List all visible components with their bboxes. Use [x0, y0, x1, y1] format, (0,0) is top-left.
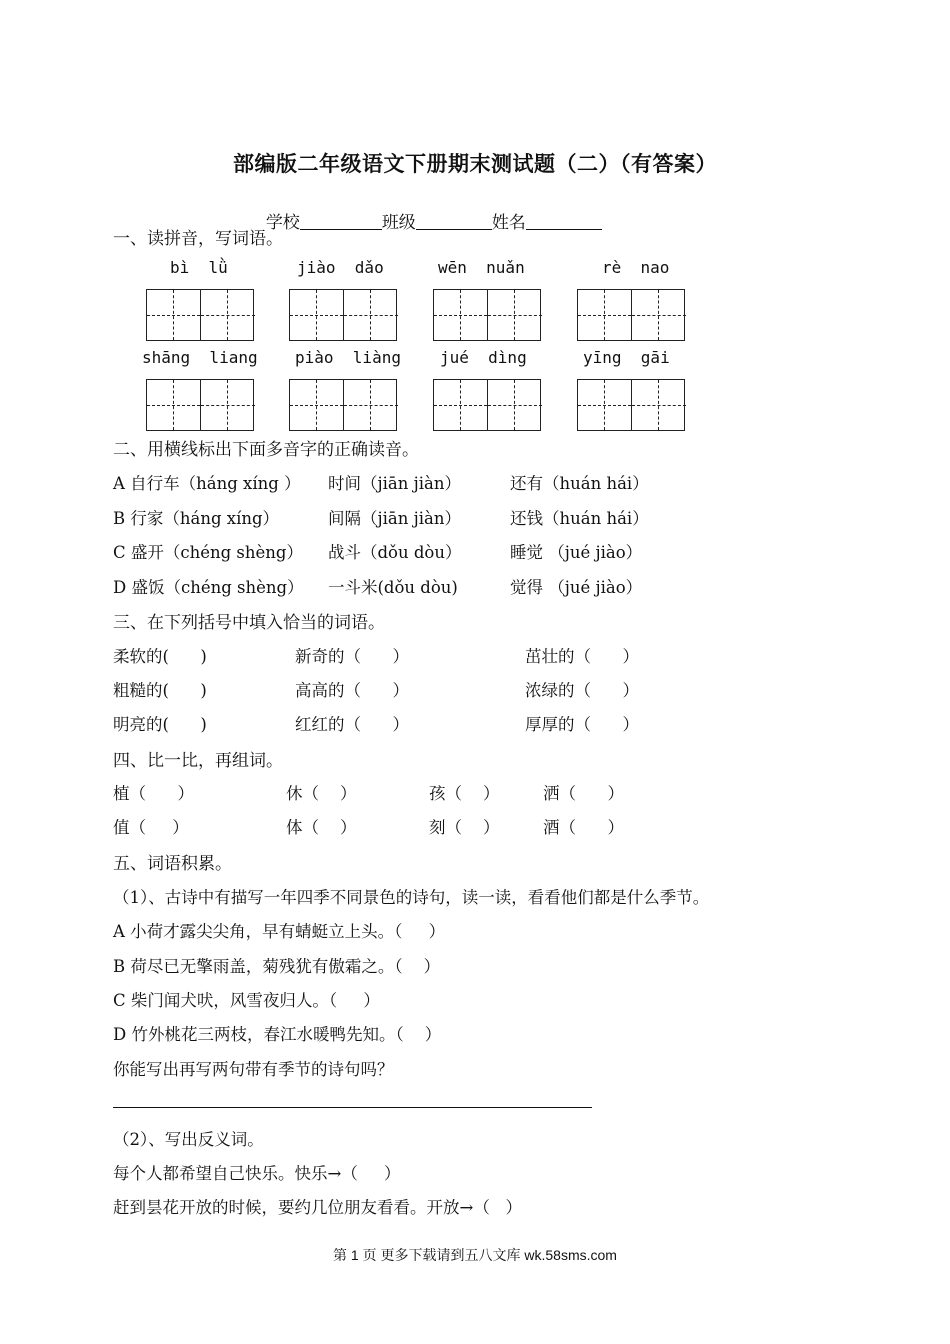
class-label: 班级: [381, 213, 416, 233]
poly-item: B 行家（háng xíng）: [113, 509, 280, 528]
fill-item: 柔软的( ): [113, 647, 207, 666]
writing-grid[interactable]: [146, 379, 254, 431]
pinyin-label: yīng gāi: [583, 348, 670, 367]
school-blank[interactable]: [300, 213, 382, 230]
compare-item: 刻（ ）: [429, 818, 500, 837]
poly-item: A 自行车（háng xíng ）: [113, 474, 301, 493]
fill-item: 新奇的（ ）: [295, 647, 409, 666]
writing-grid[interactable]: [577, 379, 685, 431]
poem-item: B 荷尽已无擎雨盖，菊残犹有傲霜之。（ ）: [113, 957, 441, 976]
fill-item: 浓绿的（ ）: [525, 681, 639, 700]
poly-item: 还钱（huán hái）: [510, 509, 649, 528]
antonym-item: 赶到昙花开放的时候，要约几位朋友看看。开放→（ ）: [113, 1198, 523, 1217]
poem-item: C 柴门闻犬吠，风雪夜归人。（ ）: [113, 991, 380, 1010]
poem-question: 你能写出再写两句带有季节的诗句吗？: [113, 1060, 394, 1079]
pinyin-label: jué dìng: [440, 348, 527, 367]
poly-item: D 盛饭（chéng shèng）: [113, 578, 304, 597]
writing-grid[interactable]: [289, 289, 397, 341]
antonym-item: 每个人都希望自己快乐。快乐→（ ）: [113, 1164, 401, 1183]
pinyin-label: shāng liang: [142, 348, 258, 367]
name-blank[interactable]: [526, 213, 602, 230]
section-4-heading: 四、比一比，再组词。: [113, 751, 283, 771]
compare-item: 酒（ ）: [543, 818, 624, 837]
student-info: [255, 188, 602, 233]
pinyin-label: wēn nuǎn: [438, 258, 525, 277]
fill-item: 茁壮的（ ）: [525, 647, 639, 666]
writing-grid[interactable]: [289, 379, 397, 431]
page-title: 部编版二年级语文下册期末测试题（二）（有答案）: [233, 151, 717, 176]
page-footer: 第 1 页 更多下载请到五八文库 wk.58sms.com: [333, 1247, 617, 1263]
poly-item: 间隔（jiān jiàn）: [328, 509, 461, 528]
writing-grid[interactable]: [577, 289, 685, 341]
pinyin-label: rè nao: [602, 258, 670, 277]
school-label: 学校: [265, 213, 300, 233]
poly-item: 一斗米(dǒu dòu): [328, 578, 458, 597]
pinyin-label: jiào dǎo: [297, 258, 384, 277]
compare-item: 值（ ）: [113, 818, 189, 837]
fill-item: 高高的（ ）: [295, 681, 409, 700]
compare-item: 植（ ）: [113, 784, 194, 803]
class-blank[interactable]: [416, 213, 492, 230]
name-label: 姓名: [491, 213, 526, 233]
poly-item: 还有（huán hái）: [510, 474, 649, 493]
fill-item: 厚厚的（ ）: [525, 715, 639, 734]
compare-item: 体（ ）: [286, 818, 357, 837]
poly-item: 觉得 （jué jiào）: [510, 578, 643, 597]
fill-item: 明亮的( ): [113, 715, 207, 734]
section-5-heading: 五、词语积累。: [113, 854, 232, 874]
fill-item: 粗糙的( ): [113, 681, 207, 700]
poly-item: 睡觉 （jué jiào）: [510, 543, 643, 562]
pinyin-label: bì lǜ: [170, 258, 228, 277]
poly-item: 时间（jiān jiàn）: [328, 474, 461, 493]
compare-item: 孩（ ）: [429, 784, 500, 803]
question-1: （1）、古诗中有描写一年四季不同景色的诗句，读一读，看看他们都是什么季节。: [113, 888, 710, 907]
writing-grid[interactable]: [433, 379, 541, 431]
section-2-heading: 二、用横线标出下面多音字的正确读音。: [113, 440, 419, 460]
answer-line[interactable]: [113, 1107, 592, 1108]
section-3-heading: 三、在下列括号中填入恰当的词语。: [113, 613, 385, 633]
compare-item: 休（ ）: [286, 784, 357, 803]
writing-grid[interactable]: [146, 289, 254, 341]
compare-item: 洒（ ）: [543, 784, 624, 803]
poly-item: 战斗（dǒu dòu）: [328, 543, 462, 562]
pinyin-label: piào liàng: [295, 348, 401, 367]
question-2: （2）、写出反义词。: [113, 1130, 264, 1149]
poem-item: A 小荷才露尖尖角，早有蜻蜓立上头。（ ）: [113, 922, 446, 941]
poem-item: D 竹外桃花三两枝，春江水暖鸭先知。（ ）: [113, 1025, 442, 1044]
fill-item: 红红的（ ）: [295, 715, 409, 734]
poly-item: C 盛开（chéng shèng）: [113, 543, 303, 562]
writing-grid[interactable]: [433, 289, 541, 341]
section-1-heading: 一、读拼音，写词语。: [113, 229, 283, 249]
